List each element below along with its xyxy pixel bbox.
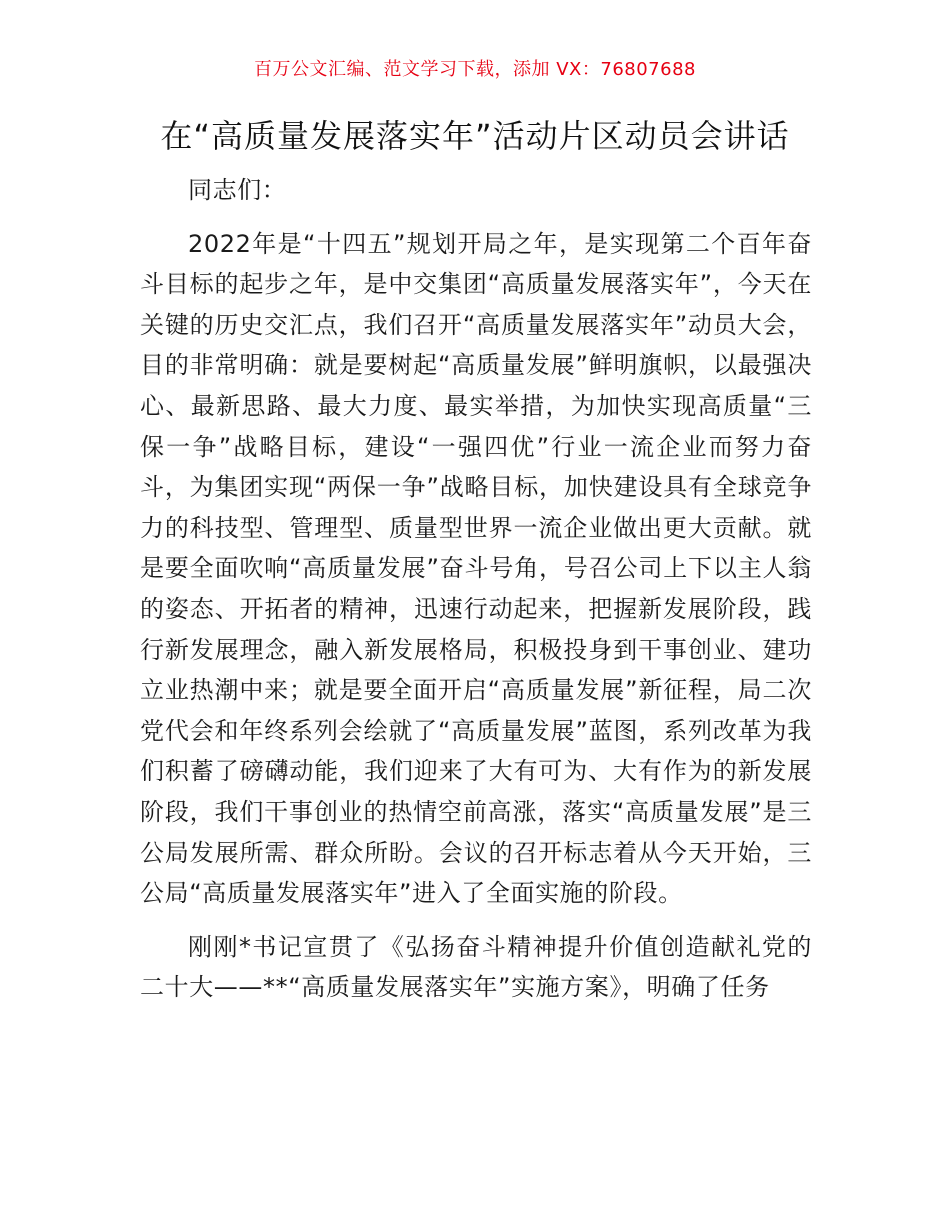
paragraph-2: 刚刚*书记宣贯了《弘扬奋斗精神提升价值创造献礼党的二十大——**“高质量发展落实年”实施方案》，明确了任务 bbox=[140, 932, 812, 1002]
speech-title: 在“高质量发展落实年”活动片区动员会讲话 bbox=[160, 117, 790, 155]
paragraph-1: 2022年是“十四五”规划开局之年，是实现第二个百年奋斗目标的起步之年，是中交集团“高质量发展落实年”，今天在关键的历史交汇点，我们召开“高质量发展落实年”动员大会，目的非常明确：就是要树起“高质量发展”鲜明旗帜，以最强决心、最新思路、最大力度、最实举措，为加快实现高质量“三保一争”战略目标，建设“一强四优”行业一流企业而努力奋斗，为集团实现“两保一争”战略目标，加快建设具有全球竞争力的科技型、管理型、质量型世界一流企业做出更大贡献。就是要全面吹响“高质量发展”奋斗号角，号召公司上下以主人翁的姿态、开拓者的精神，迅速行动起来，把握新发展阶段，践行新发展理念，融入新发展格局，积极投身到干事创业、建功立业热潮中来；就是要全面开启“高质量发展”新征程，局二次党代会和年终系列会绘就了“高质量发展”蓝图，系列改革为我们积蓄了磅礴动能，我们迎来了大有可为、大有作为的新发展阶段，我们干事创业的热情空前高涨，落实“高质量发展”是三公局发展所需、群众所盼。会议的召开标志着从今天开始，三公局“高质量发展落实年”进入了全面实施的阶段。 bbox=[140, 229, 812, 908]
speech-body bbox=[140, 170, 812, 1008]
download-promo-note: 百万公文汇编、范文学习下载，添加 VX：76807688 bbox=[254, 59, 696, 80]
salutation: 同志们： bbox=[188, 176, 287, 204]
